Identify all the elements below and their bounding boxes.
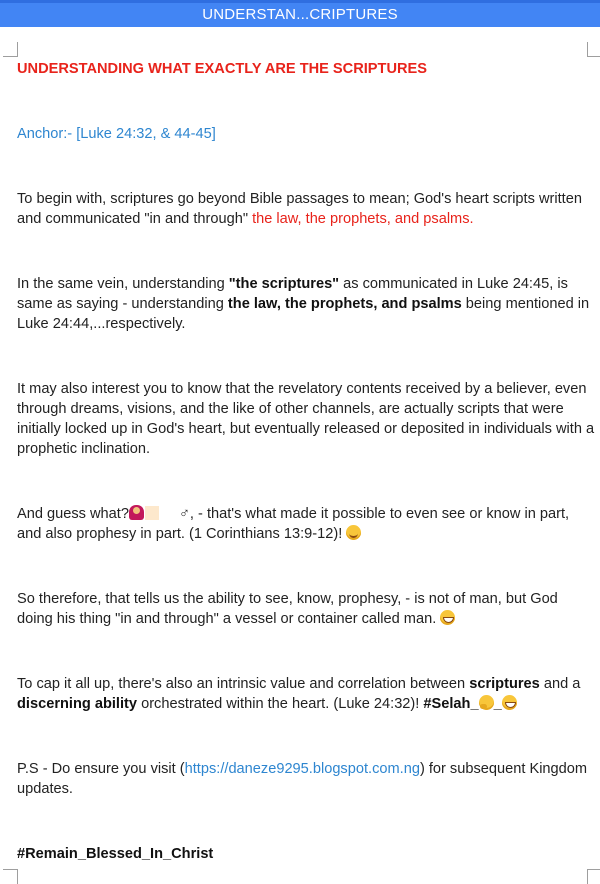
paragraph-6-bold: discerning ability: [17, 696, 138, 712]
paragraph-4-text: , - that's what made it possible to even see or know in part, and also prophesy in part. (1 Corinthians 13:9-12)!: [17, 506, 570, 542]
paragraph-1: [17, 189, 595, 229]
paragraph-2-text: In the same vein, understanding: [17, 276, 229, 292]
paragraph-6: [17, 674, 595, 714]
paragraph-6-bold: scriptures: [469, 676, 540, 692]
paragraph-1-text: To begin with, scriptures go beyond Bible passages to mean; God's heart scripts written and communicated "in and through": [17, 191, 582, 227]
grinning-face-icon: [502, 695, 517, 710]
page-corner-mark: [3, 869, 18, 884]
paragraph-2-text: being mentioned in Luke 24:44,...respectively.: [17, 296, 590, 332]
paragraph-2: [17, 274, 595, 334]
paragraph-6-text: orchestrated within the heart. (Luke 24:32)!: [137, 696, 424, 712]
selah-hashtag-tail: _: [493, 696, 502, 712]
male-sign-icon: ♂: [178, 506, 190, 522]
document-title: UNDERSTANDING WHAT EXACTLY ARE THE SCRIPTURES: [17, 61, 427, 77]
page-corner-mark: [587, 42, 600, 57]
closing-hashtag: #Remain_Blessed_In_Christ: [17, 846, 214, 862]
paragraph-3: It may also interest you to know that the revelatory contents received by a believer, even through dreams, visions, and the like of other channels, are actually scripts that were initially locked up in God's heart, but eventually released or deposited in individuals with a prophetic inclination.: [17, 381, 595, 457]
paragraph-7-text: ) for subsequent Kingdom updates.: [17, 761, 588, 797]
page-corner-mark: [587, 869, 600, 884]
skin-tone-icon: [145, 506, 159, 520]
paragraph-7-text: P.S - Do ensure you visit (: [17, 761, 185, 777]
paragraph-4-text: And guess what?: [17, 506, 129, 522]
paragraph-7: [17, 759, 595, 799]
anchor-reference: Anchor:- [Luke 24:32, & 44-45]: [17, 126, 216, 142]
paragraph-2-text: as communicated in Luke 24:45, is same as saying - understanding: [17, 276, 568, 312]
window-title-bar: [0, 0, 600, 27]
paragraph-2-bold: "the scriptures": [228, 276, 340, 292]
person-shrugging-icon: [129, 505, 144, 520]
blog-link[interactable]: https://daneze9295.blogspot.com.ng: [184, 761, 420, 777]
paragraph-5: [17, 589, 595, 629]
thinking-face-icon: [479, 695, 494, 710]
selah-hashtag: #Selah_: [423, 696, 479, 712]
paragraph-2-bold: the law, the prophets, and psalms: [227, 296, 462, 312]
paragraph-6-text: To cap it all up, there's also an intrinsic value and correlation between: [17, 676, 470, 692]
paragraph-6-text: and a: [539, 676, 581, 692]
paragraph-1-highlight: the law, the prophets, and psalms.: [252, 211, 474, 227]
page-corner-mark: [3, 42, 18, 57]
smiling-face-icon: [346, 525, 361, 540]
window-title: UNDERSTAN...CRIPTURES: [202, 6, 398, 23]
paragraph-5-text: So therefore, that tells us the ability to see, know, prophesy, - is not of man, but God doing his thing "in and through" a vessel or container called man.: [17, 591, 558, 627]
grinning-face-icon: [440, 610, 455, 625]
paragraph-4: [17, 504, 595, 544]
document-page[interactable]: [0, 27, 600, 880]
